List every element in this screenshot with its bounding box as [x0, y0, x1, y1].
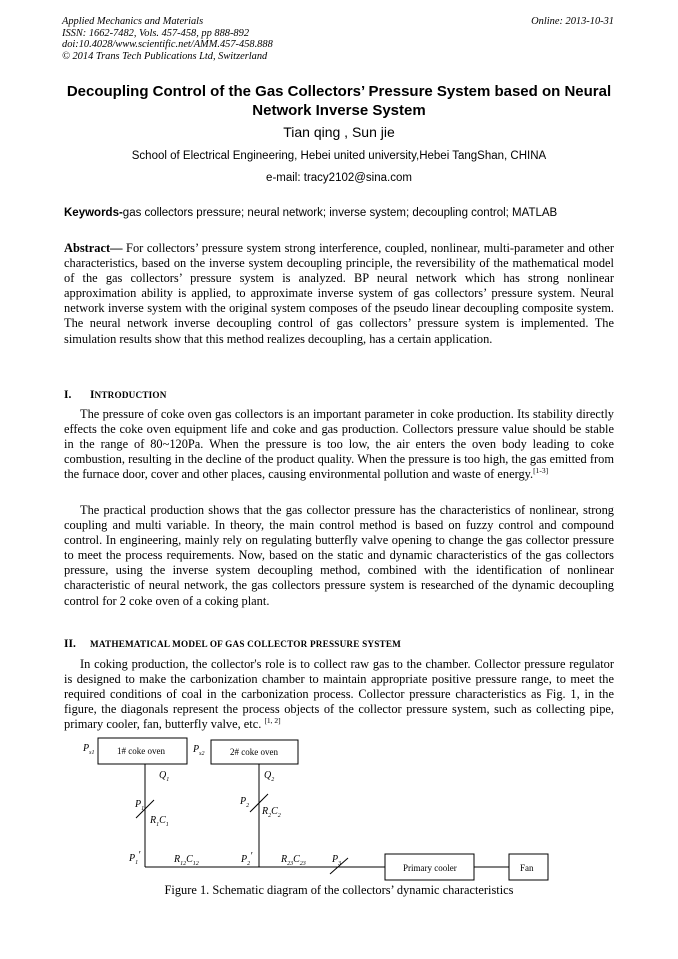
affiliation: School of Electrical Engineering, Hebei united university,Hebei TangShan, CHINA	[131, 150, 547, 162]
doi-line: doi:10.4028/www.scientific.net/AMM.457-458.888	[62, 39, 273, 50]
citation: [1-3]	[533, 466, 549, 476]
label-r12c12: $R_{12}C_{12}$	[174, 854, 199, 867]
copyright-line: © 2014 Trans Tech Publications Ltd, Switzerland	[62, 50, 268, 62]
keywords-label: Keywords-	[64, 207, 123, 219]
label-r2c2: $R_2C_2$	[262, 806, 281, 819]
journal-name: Applied Mechanics and Materials	[62, 16, 204, 27]
section-title-rest: NTRODUCTION	[94, 390, 167, 400]
keywords-text: gas collectors pressure; neural network; inverse system; decoupling control; MATLAB	[122, 207, 558, 219]
label-p2-prime: $P_2'$	[241, 851, 253, 867]
section-title-first: I	[90, 389, 95, 401]
section-title: MATHEMATICAL MODEL OF GAS COLLECTOR PRESSURE SYSTEM	[90, 639, 402, 649]
abstract-label: Abstract—	[64, 241, 123, 255]
section-number: II.	[64, 638, 76, 650]
label-p1: $P_1$	[135, 799, 145, 812]
primary-cooler-label: Primary cooler	[403, 863, 457, 873]
journal-header	[62, 16, 273, 62]
abstract-text: For collectors’ pressure system strong interference, coupled, nonlinear, multi-parameter and other characteristics, based on the inverse system decoupling principle, the reversibility of the mathematical model of the gas collectors’ pressure system is analyzed. BP neural network which has strong nonlinear approximation ability is applied, to approximate inverse system of gas collectors’ pressure system. Neural network inverse system with the original system composes of the pseudo linear decoupling composite system. The neural network inverse decoupling control of gas collectors’ pressure system is implemented. The simulation results show that this method realizes decoupling, has a certain application.	[64, 241, 614, 346]
intro-paragraph-2: The practical production shows that the gas collector pressure has the characteristics of nonlinear, strong coupling and multi variable. In theory, the main control method is based on fuzzy control and compound control. In engineering, mainly rely on regulating butterfly valve opening to change the gas collector pressure to meet the process requirements. Now, based on the static and dynamic characteristics of the gas collectors pressure, using the inverse system decoupling method, combined with the identification of nonlinear characteristic of neural network, the gas collectors pressure system is researched of the dynamic decoupling control for 2 coke oven of a coking plant.	[64, 503, 614, 608]
label-ps1: $P_{s1}$	[83, 743, 95, 756]
abstract	[64, 241, 614, 347]
figure-1	[0, 730, 678, 900]
label-r1c1: $R_1C_1$	[150, 815, 169, 828]
section-heading-introduction	[64, 389, 167, 401]
oven-2-label: 2# coke oven	[230, 747, 278, 757]
model-paragraph-1-text: In coking production, the collector's role is to collect raw gas to the chamber. Collector pressure regulator is designed to make the carbonization chamber to maintain appropriate positive pressure range, to meet the required conditions of coal in the carbonization process. Collector pressure characteristics as Fig. 1, in the figure, the diagonals represent the process objects of the collector pressure system, such as collecting pipe, primary cooler, fan, butterfly valve, etc.	[64, 657, 614, 732]
label-ps2: $P_{s2}$	[193, 744, 205, 757]
issn-line: ISSN: 1662-7482, Vols. 457-458, pp 888-892	[62, 27, 250, 39]
paper-title: Decoupling Control of the Gas Collectors’ Pressure System based on Neural Network Inverse System	[66, 83, 612, 119]
keywords	[64, 207, 557, 219]
section-heading-model	[64, 638, 401, 650]
label-q2: $Q_2$	[264, 770, 275, 783]
label-r23c23: $R_{23}C_{23}$	[281, 854, 306, 867]
oven-1-label: 1# coke oven	[117, 746, 165, 756]
collector-schematic-diagram	[0, 730, 678, 890]
fan-label: Fan	[520, 863, 534, 873]
label-p2: $P_2$	[240, 796, 250, 809]
online-date: Online: 2013-10-31	[531, 16, 614, 27]
figure-caption: Figure 1. Schematic diagram of the collectors’ dynamic characteristics	[164, 883, 514, 897]
intro-paragraph-1	[64, 407, 614, 482]
citation: [1, 2]	[264, 716, 281, 726]
intro-paragraph-1-text: The pressure of coke oven gas collectors is an important parameter in coke production. Its stability directly effects the coke oven equipment life and coke and gas production. Collectors pressure value should be stable in the range of 80~120Pa. When the pressure is too low, the air enters the oven body leading to coke combustion, resulting in the decline of the product quality. When the pressure is too high, the gas emitted from the furnace door, cover and other places, causing environmental pollution and waste of energy.	[64, 407, 614, 482]
email: e-mail: tracy2102@sina.com	[266, 172, 412, 184]
label-q1: $Q_1$	[159, 770, 170, 783]
label-p1-prime: $P_1'$	[129, 850, 141, 866]
model-paragraph-1	[64, 657, 614, 732]
authors: Tian qing , Sun jie	[283, 124, 395, 140]
section-number: I.	[64, 389, 72, 401]
label-p3: $P_3$	[332, 854, 342, 867]
